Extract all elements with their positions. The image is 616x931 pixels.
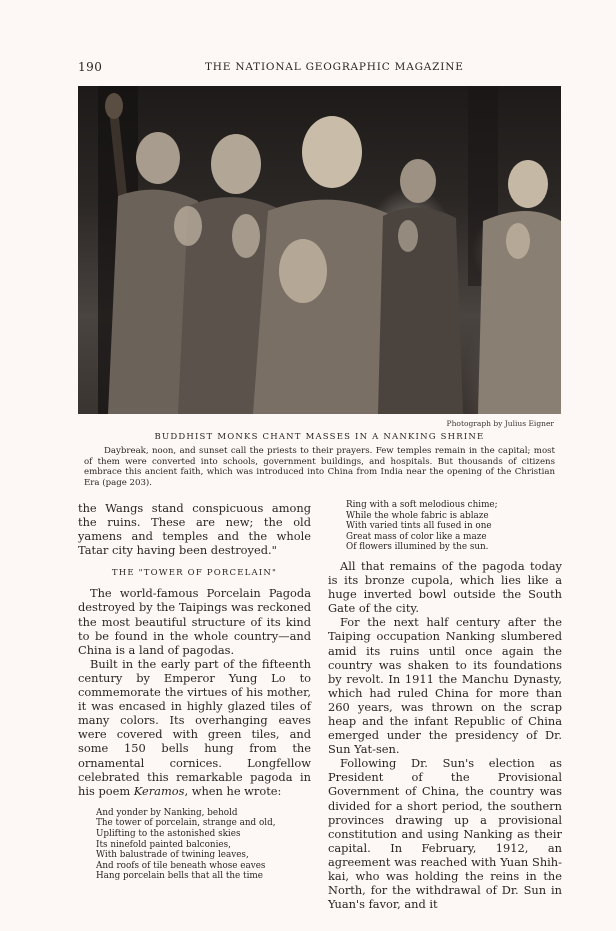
- poem-line: The tower of porcelain, strange and old,: [96, 818, 276, 829]
- poem-stanza-left: [96, 808, 311, 882]
- monks-illustration: [78, 86, 561, 414]
- poem-line: And yonder by Nanking, behold: [96, 807, 238, 818]
- poem-line: While the whole fabric is ablaze: [346, 510, 489, 521]
- page-number: 190: [78, 60, 103, 74]
- right-paragraph-3: Following Dr. Sun's election as President of the Provisional Government of China, the country was divided for a short period, the southern provinces drawing up a provisional constitution and using Nanking as their capital. In February, 1912, an agreement was reached with Yuan Shih-kai, who was holding the reins in the North, for the withdrawal of Dr. Sun in Yuan's favor, and it: [328, 756, 562, 912]
- caption-body: Daybreak, noon, and sunset call the priests to their prayers. Few temples remain in the capital; most of them were converted into schools, government buildings, and hospitals. But thousands of citizens embrace this ancient faith, which was introduced into China from India near the opening of the Christian Era (page 203).: [84, 446, 555, 488]
- poem-line: With balustrade of twining leaves,: [96, 850, 249, 861]
- poem-line: Of flowers illumined by the sun.: [346, 542, 489, 553]
- left-paragraph-1: the Wangs stand conspicuous among the ruins. These are new; the old yamens and temples and the whole Tatar city having been destroyed.": [78, 501, 311, 558]
- left-paragraph-2: The world-famous Porcelain Pagoda destroyed by the Taipings was reckoned the most beautiful structure of its kind to be found in the whole country—and China is a land of pagodas.: [78, 586, 311, 657]
- poem-line: Ring with a soft melodious chime;: [346, 500, 498, 510]
- poem-line: Its ninefold painted balconies,: [96, 839, 231, 850]
- poem-line: Hang porcelain bells that all the time: [96, 871, 263, 882]
- caption-title: BUDDHIST MONKS CHANT MASSES IN A NANKING SHRINE: [154, 432, 485, 442]
- left-paragraph-3-end: , when he wrote:: [184, 783, 282, 798]
- left-column: [78, 501, 311, 882]
- poem-title: Keramos: [133, 783, 185, 798]
- poem-line: With varied tints all fused in one: [346, 521, 492, 532]
- poem-line: And roofs of tile beneath whose eaves: [96, 860, 266, 871]
- right-paragraph-2: For the next half century after the Taiping occupation Nanking slumbered amid its ruins until once again the country was shaken to its foundations by revolt. In 1911 the Manchu Dynasty, which had ruled China for more than 260 years, was thrown on the scrap heap and the infant Republic of China emerged under the presidency of Dr. Sun Yat-sen.: [328, 615, 562, 757]
- left-paragraph-3-text: Built in the early part of the fifteenth century by Emperor Yung Lo to commemorate the virtues of his mother, it was encased in highly glazed tiles of many colors. Its overhanging eaves were covered with green tiles, and some 150 bells hung from the ornamental cornices. Longfellow celebrated this remarkable pagoda in his poem: [78, 656, 311, 798]
- running-head: THE NATIONAL GEOGRAPHIC MAGAZINE: [205, 61, 464, 73]
- right-column: [328, 500, 562, 911]
- poem-line: Uplifting to the astonished skies: [96, 828, 241, 839]
- monks-photograph: [78, 86, 561, 414]
- poem-stanza-right: [346, 500, 562, 553]
- photo-credit: Photograph by Julius Eigner: [446, 419, 554, 428]
- section-heading: THE "TOWER OF PORCELAIN": [111, 568, 278, 579]
- left-paragraph-3: [78, 657, 311, 798]
- poem-line: Great mass of color like a maze: [346, 531, 487, 542]
- right-paragraph-1: All that remains of the pagoda today is its bronze cupola, which lies like a huge inverted bowl outside the South Gate of the city.: [328, 558, 562, 616]
